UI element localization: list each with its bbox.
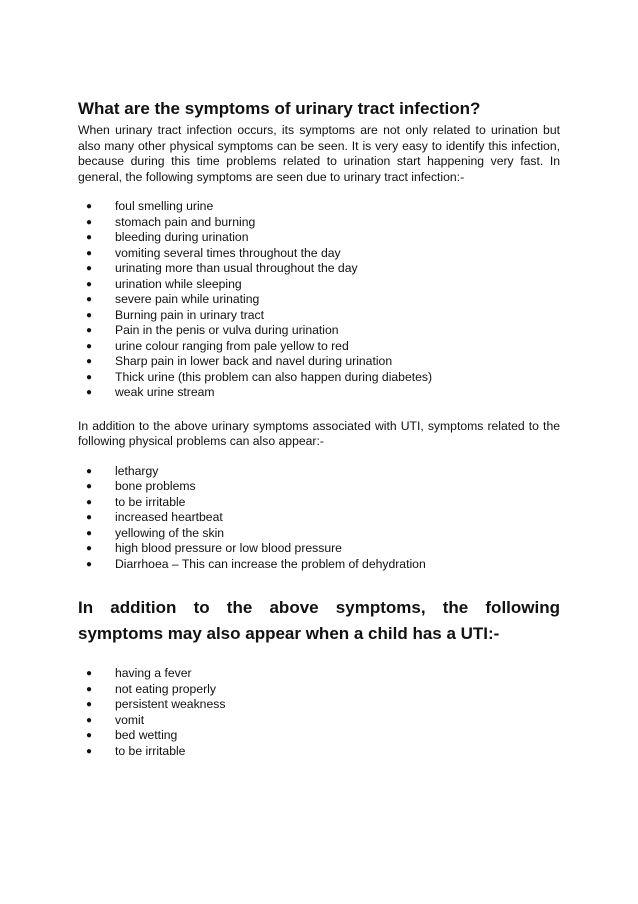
list-item-text: foul smelling urine — [115, 199, 214, 213]
list-item-text: stomach pain and burning — [115, 214, 256, 229]
bullet-icon: ● — [86, 512, 93, 523]
list-item — [78, 510, 560, 526]
document-content — [78, 97, 560, 759]
list-item — [78, 557, 560, 573]
bullet-icon: ● — [86, 216, 93, 228]
bullet-icon: ● — [86, 527, 93, 539]
list-item-text: bleeding during urination — [115, 230, 249, 244]
bullet-icon: ● — [86, 465, 93, 477]
list-item — [78, 682, 560, 698]
bullet-icon: ● — [86, 371, 93, 383]
bullet-icon: ● — [86, 730, 93, 741]
bullet-icon: ● — [86, 543, 93, 554]
list-item-text: to be irritable — [115, 494, 186, 509]
list-item-text: having a fever — [115, 666, 192, 680]
bullet-icon: ● — [86, 356, 93, 367]
list-item — [78, 230, 560, 246]
list-item-text: vomiting several times throughout the day — [115, 245, 341, 260]
child-symptoms-heading: In addition to the above symptoms, the following symptoms may also appear when a child has a UTI:- — [78, 598, 560, 643]
list-item-text: bed wetting — [115, 728, 178, 742]
physical-symptoms-list — [78, 464, 560, 573]
list-item — [78, 339, 560, 355]
bullet-icon: ● — [86, 309, 93, 321]
list-item-text: urination while sleeping — [115, 276, 242, 291]
bullet-icon: ● — [86, 699, 93, 710]
list-item — [78, 277, 560, 293]
bullet-icon: ● — [86, 481, 93, 492]
bullet-icon: ● — [86, 387, 93, 398]
list-item-text: not eating properly — [115, 681, 216, 696]
list-item — [78, 246, 560, 262]
intro-paragraph: When urinary tract infection occurs, its symptoms are not only related to urination but also many other physical symptoms can be seen. It is very easy to identify this infection, because during this time problems related to urination start happening very fast. In general, the following symptoms are seen due to urinary tract infection:- — [78, 123, 560, 184]
list-item — [78, 728, 560, 744]
section-heading-symptoms: What are the symptoms of urinary tract infection? — [78, 99, 481, 118]
bullet-icon: ● — [86, 263, 93, 274]
list-item — [78, 526, 560, 542]
list-item-text: urinating more than usual throughout the day — [115, 261, 358, 275]
list-item — [78, 292, 560, 308]
bullet-icon: ● — [86, 496, 93, 508]
bullet-icon: ● — [86, 683, 93, 695]
list-item-text: bone problems — [115, 479, 196, 493]
list-item-text: severe pain while urinating — [115, 292, 260, 306]
list-item — [78, 385, 560, 401]
list-item-text: Sharp pain in lower back and navel during urination — [115, 354, 393, 368]
list-item — [78, 199, 560, 215]
list-item — [78, 323, 560, 339]
bullet-icon: ● — [86, 340, 93, 352]
list-item-text: high blood pressure or low blood pressure — [115, 541, 342, 555]
list-item-text: lethargy — [115, 463, 159, 478]
list-item-text: Burning pain in urinary tract — [115, 307, 265, 322]
list-item — [78, 541, 560, 557]
list-item — [78, 370, 560, 386]
list-item-text: weak urine stream — [115, 385, 215, 399]
list-item-text: yellowing of the skin — [115, 525, 225, 540]
bullet-icon: ● — [86, 232, 93, 243]
list-item-text: to be irritable — [115, 743, 186, 758]
list-item — [78, 215, 560, 231]
bullet-icon: ● — [86, 668, 93, 679]
list-item — [78, 261, 560, 277]
bullet-icon: ● — [86, 201, 93, 212]
bullet-icon: ● — [86, 325, 93, 336]
list-item — [78, 495, 560, 511]
list-item — [78, 464, 560, 480]
bullet-icon: ● — [86, 745, 93, 757]
list-item-text: Diarrhoea – This can increase the problem of dehydration — [115, 556, 426, 571]
list-item — [78, 713, 560, 729]
list-item-text: increased heartbeat — [115, 510, 223, 524]
bullet-icon: ● — [86, 247, 93, 259]
list-item-text: vomit — [115, 712, 145, 727]
list-item — [78, 666, 560, 682]
bullet-icon: ● — [86, 558, 93, 570]
list-item — [78, 479, 560, 495]
list-item-text: Pain in the penis or vulva during urination — [115, 323, 339, 337]
bullet-icon: ● — [86, 294, 93, 305]
list-item — [78, 744, 560, 760]
bullet-icon: ● — [86, 714, 93, 726]
physical-symptoms-intro: In addition to the above urinary symptoms associated with UTI, symptoms related to the following physical problems can also appear:- — [78, 418, 560, 448]
list-item-text: Thick urine (this problem can also happen during diabetes) — [115, 369, 433, 384]
list-item — [78, 354, 560, 370]
child-symptoms-list — [78, 666, 560, 759]
list-item — [78, 308, 560, 324]
urinary-symptoms-list — [78, 199, 560, 401]
list-item-text: persistent weakness — [115, 697, 226, 711]
list-item-text: urine colour ranging from pale yellow to red — [115, 338, 349, 353]
list-item — [78, 697, 560, 713]
bullet-icon: ● — [86, 278, 93, 290]
